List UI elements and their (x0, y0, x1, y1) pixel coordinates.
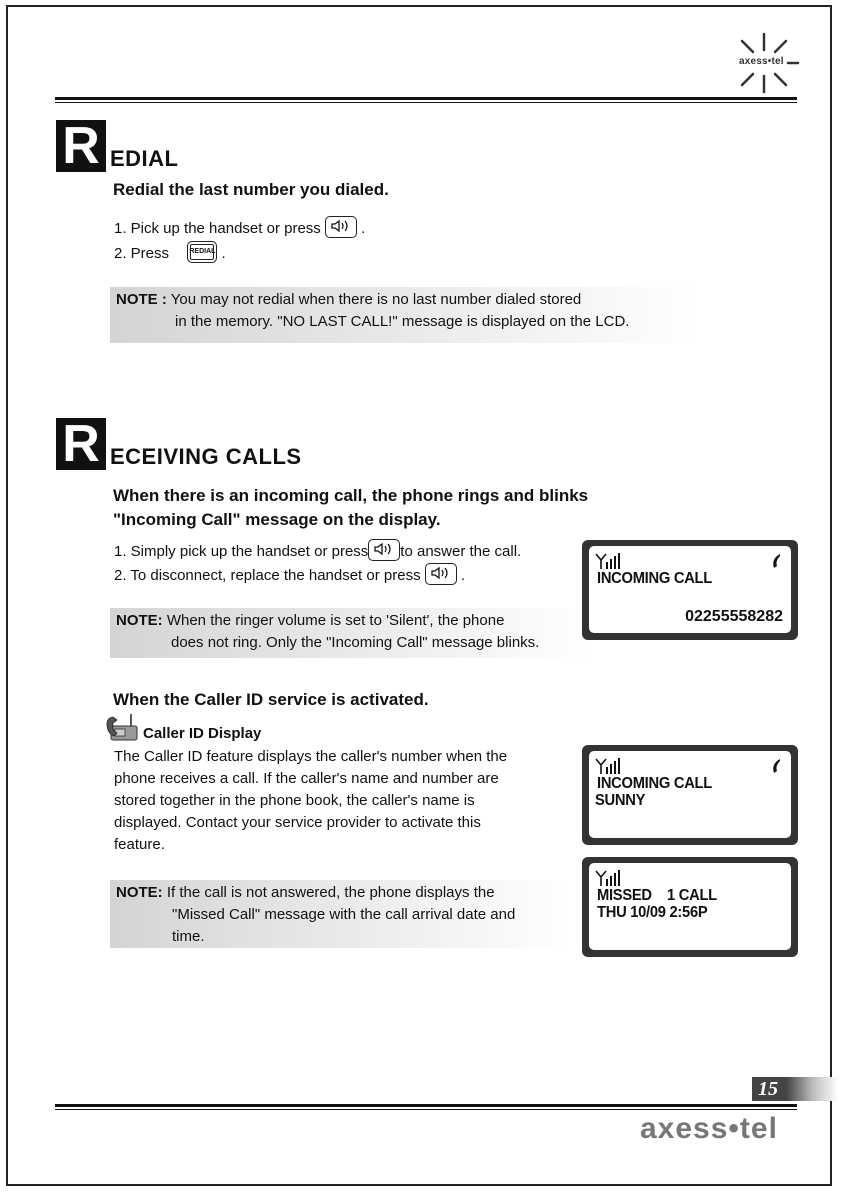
speaker-key-icon (325, 216, 357, 238)
receiving-step-2-text: 2. To disconnect, replace the handset or press (114, 567, 421, 584)
callerid-note-line1: If the call is not answered, the phone displays the (166, 884, 495, 901)
signal-icon (595, 869, 621, 887)
receiving-step-2 (114, 565, 465, 587)
callerid-note-line3: time. (172, 928, 205, 945)
lcd2-line2: SUNNY (595, 792, 646, 809)
receiving-step-1-end: to answer the call. (400, 543, 522, 560)
redial-initial: R (56, 120, 106, 172)
receiving-subtitle-1: When there is an incoming call, the phone rings and blinks (113, 486, 589, 505)
receiving-step-1 (114, 541, 521, 563)
lcd1-number: 02255558282 (685, 608, 783, 625)
receiving-note-line1: When the ringer volume is set to 'Silent', the phone (166, 612, 505, 629)
receiving-subtitle-2: "Incoming Call" message on the display. (113, 510, 441, 529)
callerid-note-line2: "Missed Call" message with the call arrival date and (172, 906, 516, 923)
callerid-subtitle: When the Caller ID service is activated. (113, 690, 429, 709)
lcd-caller-name (582, 745, 798, 845)
receiving-step-1-text: 1. Simply pick up the handset or press (114, 543, 369, 560)
callerid-note-label: NOTE: (116, 884, 163, 901)
lcd1-line1: INCOMING CALL (597, 570, 712, 587)
receiving-note-label: NOTE: (116, 612, 163, 629)
lcd3-line2: THU 10/09 2:56P (597, 904, 708, 921)
redial-key-icon: REDIAL (187, 241, 217, 263)
redial-note-label: NOTE : (116, 291, 167, 308)
receiving-title: ECEIVING CALLS (110, 444, 302, 469)
redial-step-1-text: 1. Pick up the handset or press (114, 220, 321, 237)
callerid-line-2: phone receives a call. If the caller's name and number are (114, 770, 499, 787)
redial-title: EDIAL (110, 146, 179, 171)
callerid-line-3: stored together in the phone book, the caller's name is (114, 792, 475, 809)
redial-note (110, 287, 700, 343)
lcd-missed-call (582, 857, 798, 957)
redial-step-1-end: . (361, 220, 366, 237)
page-number: 15 (758, 1078, 778, 1100)
redial-note-line1: You may not redial when there is no last number dialed stored (170, 291, 582, 308)
redial-subtitle: Redial the last number you dialed. (113, 180, 389, 199)
speaker-key-icon (368, 539, 400, 561)
callerid-line-1: The Caller ID feature displays the caller's number when the (114, 748, 508, 765)
speaker-key-icon (425, 563, 457, 585)
receiving-note (110, 608, 588, 658)
page-number-tab (752, 1077, 838, 1101)
callerid-note (110, 880, 570, 948)
redial-step-1 (114, 218, 365, 240)
receiving-initial: R (56, 418, 106, 470)
redial-step-2-end: . (221, 245, 226, 262)
callerid-body (114, 746, 507, 856)
header-rule (55, 97, 797, 100)
handset-icon (769, 757, 783, 775)
receiving-note-line2: does not ring. Only the "Incoming Call" message blinks. (171, 634, 540, 651)
redial-note-line2: in the memory. "NO LAST CALL!" message is displayed on the LCD. (175, 313, 630, 330)
phone-icon (104, 712, 140, 744)
footer-rule-thin (55, 1109, 797, 1110)
handset-icon (769, 552, 783, 570)
redial-step-2-text: 2. Press (114, 245, 170, 262)
signal-icon (595, 552, 621, 570)
callerid-line-4: displayed. Contact your service provider to activate this (114, 814, 481, 831)
callerid-heading: Caller ID Display (143, 725, 262, 742)
footer-brand: axess•tel (640, 1112, 778, 1145)
header-rule-thin (55, 102, 797, 103)
redial-step-2 (114, 243, 226, 265)
footer-rule (55, 1104, 797, 1107)
lcd3-line1: MISSED 1 CALL (597, 887, 717, 904)
logo-text: axess•tel (739, 56, 784, 67)
lcd-incoming-call (582, 540, 798, 640)
receiving-step-2-end: . (460, 567, 466, 584)
signal-icon (595, 757, 621, 775)
callerid-line-5: feature. (114, 836, 165, 853)
lcd2-line1: INCOMING CALL (597, 775, 712, 792)
